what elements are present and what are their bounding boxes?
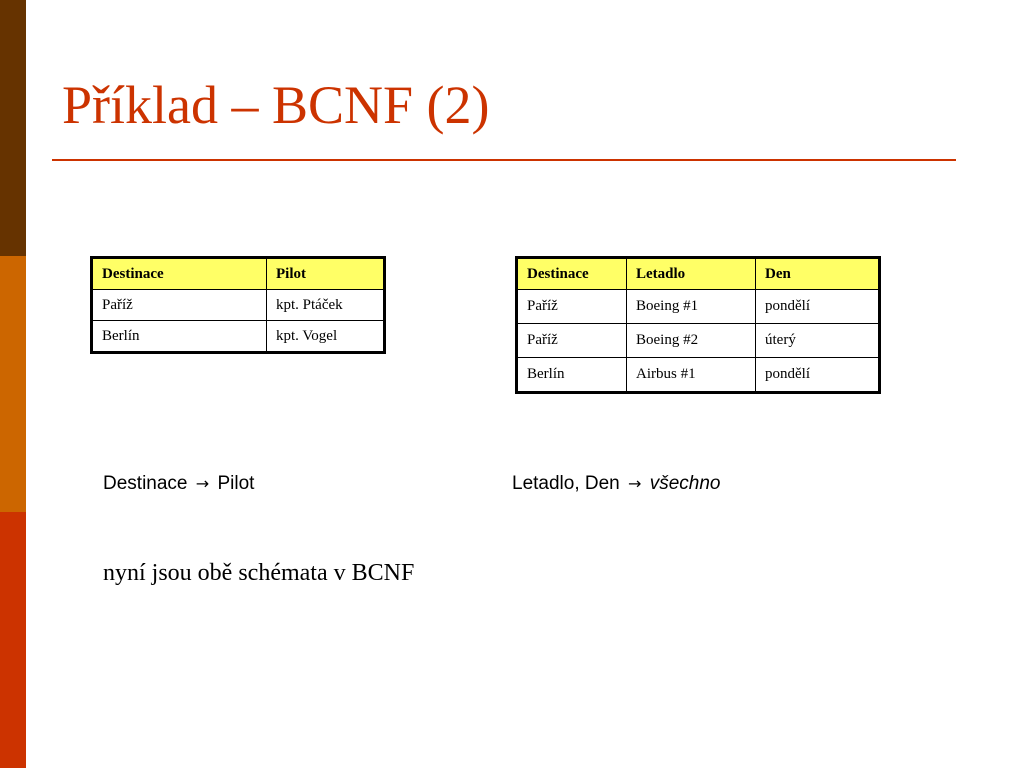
table-cell: kpt. Ptáček xyxy=(267,290,385,321)
column-header: Pilot xyxy=(267,258,385,290)
side-bar-top xyxy=(0,0,26,256)
column-header: Destinace xyxy=(92,258,267,290)
relation-table-destinace-pilot xyxy=(90,256,386,354)
table-cell: Boeing #2 xyxy=(627,324,756,358)
right-arrow-icon: → xyxy=(628,474,642,493)
table-row xyxy=(92,290,385,321)
table-row xyxy=(517,290,880,324)
right-arrow-icon: → xyxy=(195,474,210,493)
table-cell: pondělí xyxy=(756,290,880,324)
table-cell: úterý xyxy=(756,324,880,358)
table-row xyxy=(517,358,880,393)
title-rule xyxy=(52,159,956,161)
column-header: Destinace xyxy=(517,258,627,290)
side-bar-middle xyxy=(0,256,26,512)
slide-title: Příklad – BCNF (2) xyxy=(62,75,490,135)
dependency-rhs: všechno xyxy=(649,473,721,494)
table-header-row xyxy=(92,258,385,290)
dependency-lhs: Destinace xyxy=(103,473,188,494)
table-row xyxy=(92,321,385,353)
table-cell: kpt. Vogel xyxy=(267,321,385,353)
table-cell: Boeing #1 xyxy=(627,290,756,324)
table-row xyxy=(517,324,880,358)
table-cell: Berlín xyxy=(517,358,627,393)
table-cell: Paříž xyxy=(92,290,267,321)
relation-table-destinace-letadlo-den xyxy=(515,256,881,394)
functional-dependency-right xyxy=(512,473,721,495)
column-header: Letadlo xyxy=(627,258,756,290)
table-cell: Berlín xyxy=(92,321,267,353)
conclusion-text: nyní jsou obě schémata v BCNF xyxy=(103,560,415,586)
side-bar-bottom xyxy=(0,512,26,768)
dependency-lhs: Letadlo, Den xyxy=(512,473,620,494)
dependency-rhs: Pilot xyxy=(217,473,255,494)
table-cell: Paříž xyxy=(517,290,627,324)
table-cell: pondělí xyxy=(756,358,880,393)
table-cell: Paříž xyxy=(517,324,627,358)
table-header-row xyxy=(517,258,880,290)
table-cell: Airbus #1 xyxy=(627,358,756,393)
column-header: Den xyxy=(756,258,880,290)
functional-dependency-left xyxy=(103,473,254,495)
